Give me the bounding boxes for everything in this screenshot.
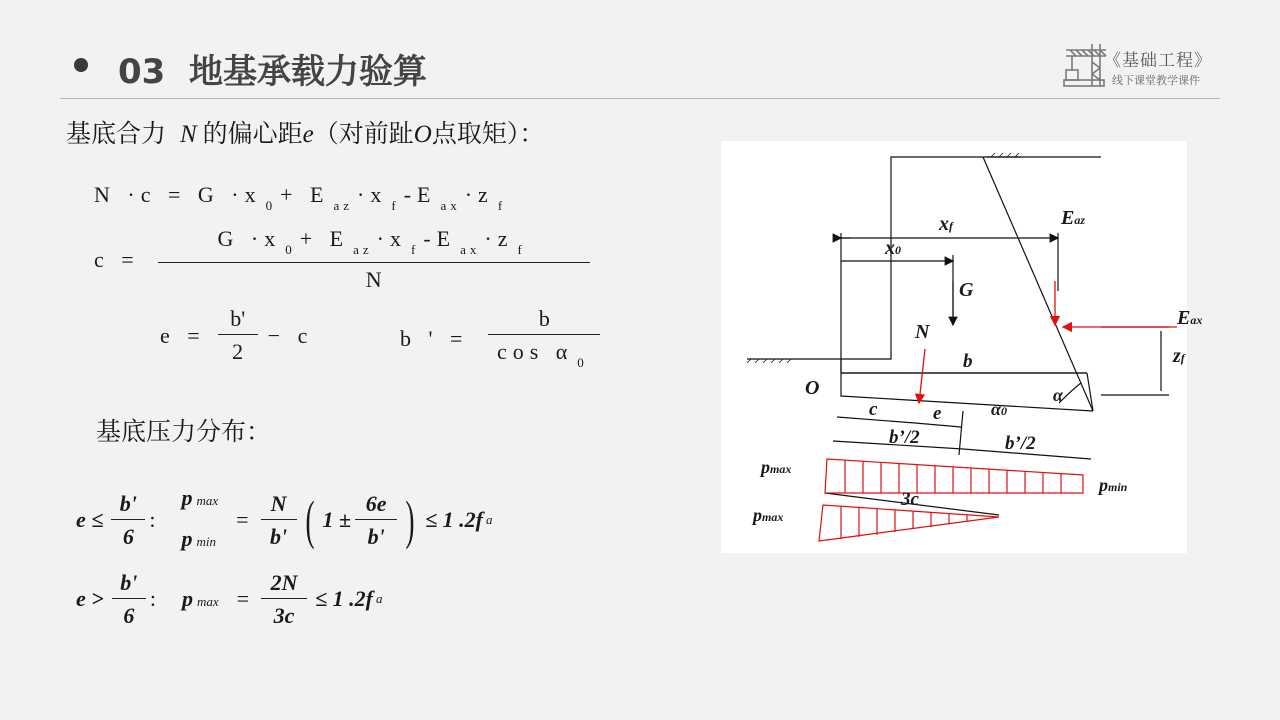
label-e: e [933, 403, 942, 424]
label-zf: zf [1173, 345, 1185, 367]
label-b: b [963, 351, 973, 372]
label-N: N [915, 321, 930, 343]
case1-formula: e ≤ $\frac{b'}{6}$ : pmax pmin = $\frac{N}{b'}$ ( 1 ± $\frac{6e}{b'}$ ) ≤ 1 .2f a [76, 485, 493, 551]
label-b-half-left: b’/2 [889, 427, 920, 448]
intro-symbol-e: e [302, 121, 314, 148]
section-number: 03 [118, 52, 166, 92]
intro-middle: 的偏心距 [202, 119, 303, 148]
page-title [118, 44, 427, 93]
logo-subtitle: 线下课堂教学课件 [1112, 74, 1200, 87]
intro-symbol-N: N [179, 121, 197, 148]
label-G: G [959, 279, 974, 301]
intro-line [66, 114, 544, 150]
logo-title: 《基础工程》 [1104, 51, 1212, 71]
label-b-half-right: b’/2 [1005, 433, 1036, 454]
equation-c: c = $\frac{G \cdot x _0 + E _{az} \cdot x _f -E _{ax} \cdot z _f}{N}$ [94, 226, 590, 293]
case2-formula: e > $\frac{b'}{6}$ : pmax = $\frac{2N}{3c}$ ≤ 1 .2f a [76, 569, 383, 628]
label-3c: 3c [901, 489, 919, 510]
label-O: O [805, 377, 820, 399]
label-x0: x0 [885, 237, 901, 259]
bullet-dot [74, 58, 88, 72]
label-alpha: α [1053, 385, 1063, 405]
equation-moment-balance: N ·c = G ·x $_0$ + E $_{az}$ ·x $_f$ -E $_{ax}$ ·z $_f$ [94, 182, 507, 213]
intro-paren-open: （对前趾 [313, 119, 414, 148]
intro-prefix: 基底合力 [66, 119, 167, 148]
intro-symbol-O: O [413, 121, 432, 148]
intro-paren-close: 点取矩）： [431, 119, 545, 148]
equation-e: e = $\frac{b'}{2}$ − c [160, 306, 314, 364]
equation-b-prime: b ' = $\frac{b}{\cos \alpha _0}$ [400, 306, 600, 371]
label-xf: xf [939, 213, 953, 235]
pressure-heading: 基底压力分布： [96, 417, 272, 446]
header-divider [60, 98, 1220, 99]
label-Eaz: Eaz [1061, 207, 1086, 229]
label-pmax-bottom: pmax [753, 505, 784, 525]
label-c: c [869, 399, 878, 420]
label-alpha0: α0 [991, 399, 1007, 419]
label-Eax: Eax [1177, 307, 1203, 329]
section-title: 地基承载力验算 [189, 52, 428, 92]
label-pmin: pmin [1099, 475, 1128, 495]
crane-icon [1062, 42, 1110, 88]
retaining-wall-diagram [721, 141, 1203, 553]
logo [1062, 42, 1222, 90]
label-pmax-top: pmax [761, 457, 792, 477]
